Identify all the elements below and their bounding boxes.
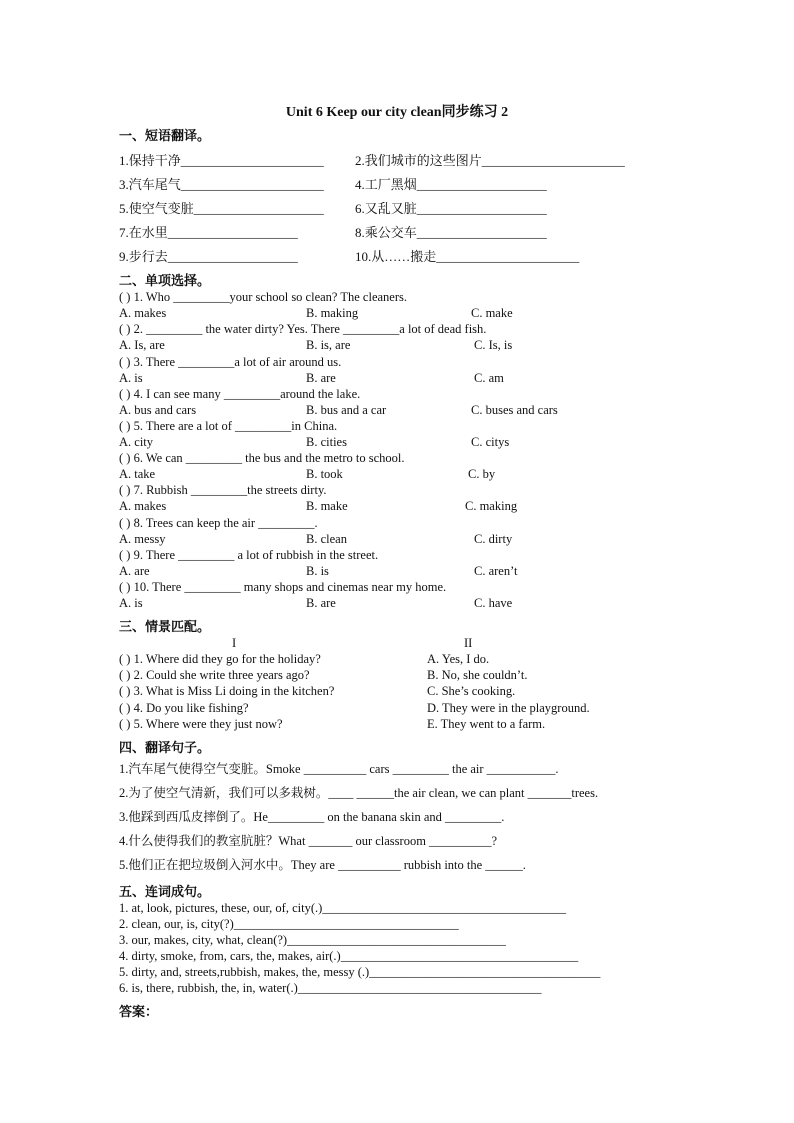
option-b: B. clean bbox=[306, 532, 347, 546]
column-i-label: I bbox=[232, 636, 237, 650]
option-b: B. are bbox=[306, 371, 336, 385]
option-c: C. am bbox=[474, 371, 504, 385]
section2-heading: 二、单项选择。 bbox=[119, 274, 211, 289]
section1-heading: 一、短语翻译。 bbox=[119, 129, 211, 144]
option-a: A. take bbox=[119, 467, 156, 481]
option-a: A. makes bbox=[119, 499, 167, 513]
option-b: B. bus and a car bbox=[306, 403, 387, 417]
option-b: B. making bbox=[306, 306, 359, 320]
option-c: C. buses and cars bbox=[471, 403, 558, 417]
question-stem: ( ) 3. There _________a lot of air around us. bbox=[119, 355, 342, 369]
option-c: C. Is, is bbox=[474, 338, 513, 352]
option-b: B. are bbox=[306, 596, 336, 610]
match-answer: D. They were in the playground. bbox=[427, 701, 590, 715]
phrase-item: 9.步行去____________________ bbox=[119, 249, 298, 264]
question-stem: ( ) 1. Who _________your school so clean? The cleaners. bbox=[119, 290, 408, 304]
option-c: C. by bbox=[468, 467, 496, 481]
phrase-item: 5.使空气变脏____________________ bbox=[119, 201, 324, 216]
option-a: A. are bbox=[119, 564, 150, 578]
phrase-item: 6.又乱又脏____________________ bbox=[355, 201, 547, 216]
option-b: B. cities bbox=[306, 435, 347, 449]
match-answer: B. No, she couldn’t. bbox=[427, 668, 528, 682]
match-answer: E. They went to a farm. bbox=[427, 717, 546, 731]
translation-item: 4.什么使得我们的教室肮脏？What _______ our classroom __________? bbox=[119, 834, 498, 848]
sentence-item: 6. is, there, rubbish, the, in, water(.)_______________________________________ bbox=[119, 981, 542, 995]
sentence-item: 1. at, look, pictures, these, our, of, city(.)_______________________________________ bbox=[119, 901, 567, 915]
match-question: ( ) 4. Do you like fishing? bbox=[119, 701, 249, 715]
translation-item: 5.他们正在把垃圾倒入河水中。They are __________ rubbish into the ______. bbox=[119, 858, 526, 872]
option-a: A. city bbox=[119, 435, 154, 449]
question-stem: ( ) 6. We can _________ the bus and the metro to school. bbox=[119, 451, 405, 465]
match-answer: A. Yes, I do. bbox=[427, 652, 490, 666]
section5-heading: 五、连词成句。 bbox=[119, 885, 211, 900]
translation-item: 2.为了使空气清新，我们可以多栽树。____ ______the air clean, we can plant _______trees. bbox=[119, 786, 599, 800]
phrase-item: 1.保持干净______________________ bbox=[119, 153, 324, 168]
match-question: ( ) 1. Where did they go for the holiday? bbox=[119, 652, 321, 666]
option-c: C. citys bbox=[471, 435, 510, 449]
option-b: B. is bbox=[306, 564, 329, 578]
section4-heading: 四、翻译句子。 bbox=[119, 741, 211, 756]
question-stem: ( ) 9. There _________ a lot of rubbish in the street. bbox=[119, 548, 379, 562]
question-stem: ( ) 2. _________ the water dirty? Yes. There _________a lot of dead fish. bbox=[119, 322, 487, 336]
phrase-item: 3.汽车尾气______________________ bbox=[119, 177, 324, 192]
phrase-item: 4.工厂黑烟____________________ bbox=[355, 177, 547, 192]
translation-item: 3.他踩到西瓜皮摔倒了。He_________ on the banana skin and _________. bbox=[119, 810, 505, 824]
option-a: A. messy bbox=[119, 532, 166, 546]
answers-heading: 答案： bbox=[119, 1005, 159, 1020]
match-question: ( ) 5. Where were they just now? bbox=[119, 717, 283, 731]
translation-item: 1.汽车尾气使得空气变脏。Smoke __________ cars _________ the air ___________. bbox=[119, 762, 559, 776]
sentence-item: 3. our, makes, city, what, clean(?)___________________________________ bbox=[119, 933, 506, 947]
option-b: B. is, are bbox=[306, 338, 351, 352]
match-question: ( ) 2. Could she write three years ago? bbox=[119, 668, 310, 682]
sentence-item: 2. clean, our, is, city(?)____________________________________ bbox=[119, 917, 459, 931]
phrase-item: 10.从……搬走______________________ bbox=[355, 249, 580, 264]
option-a: A. is bbox=[119, 596, 143, 610]
option-b: B. took bbox=[306, 467, 343, 481]
page-title: Unit 6 Keep our city clean同步练习 2 bbox=[285, 105, 509, 120]
question-stem: ( ) 10. There _________ many shops and cinemas near my home. bbox=[119, 580, 447, 594]
section3-heading: 三、情景匹配。 bbox=[119, 620, 211, 635]
option-c: C. make bbox=[471, 306, 513, 320]
option-c: C. making bbox=[465, 499, 518, 513]
option-c: C. aren’t bbox=[474, 564, 518, 578]
phrase-item: 8.乘公交车____________________ bbox=[355, 225, 547, 240]
sentence-item: 5. dirty, and, streets,rubbish, makes, the, messy (.)_____________________________________ bbox=[119, 965, 601, 979]
option-c: C. have bbox=[474, 596, 513, 610]
option-a: A. is bbox=[119, 371, 143, 385]
option-a: A. makes bbox=[119, 306, 167, 320]
option-a: A. Is, are bbox=[119, 338, 165, 352]
match-question: ( ) 3. What is Miss Li doing in the kitchen? bbox=[119, 684, 335, 698]
question-stem: ( ) 4. I can see many _________around the lake. bbox=[119, 387, 361, 401]
phrase-item: 2.我们城市的这些图片______________________ bbox=[355, 153, 625, 168]
option-b: B. make bbox=[306, 499, 348, 513]
column-ii-label: II bbox=[464, 636, 473, 650]
sentence-item: 4. dirty, smoke, from, cars, the, makes, air(.)______________________________________ bbox=[119, 949, 579, 963]
phrase-item: 7.在水里____________________ bbox=[119, 225, 298, 240]
question-stem: ( ) 8. Trees can keep the air _________. bbox=[119, 516, 318, 530]
question-stem: ( ) 7. Rubbish _________the streets dirty. bbox=[119, 483, 327, 497]
match-answer: C. She’s cooking. bbox=[427, 684, 516, 698]
option-c: C. dirty bbox=[474, 532, 513, 546]
option-a: A. bus and cars bbox=[119, 403, 197, 417]
question-stem: ( ) 5. There are a lot of _________in China. bbox=[119, 419, 338, 433]
